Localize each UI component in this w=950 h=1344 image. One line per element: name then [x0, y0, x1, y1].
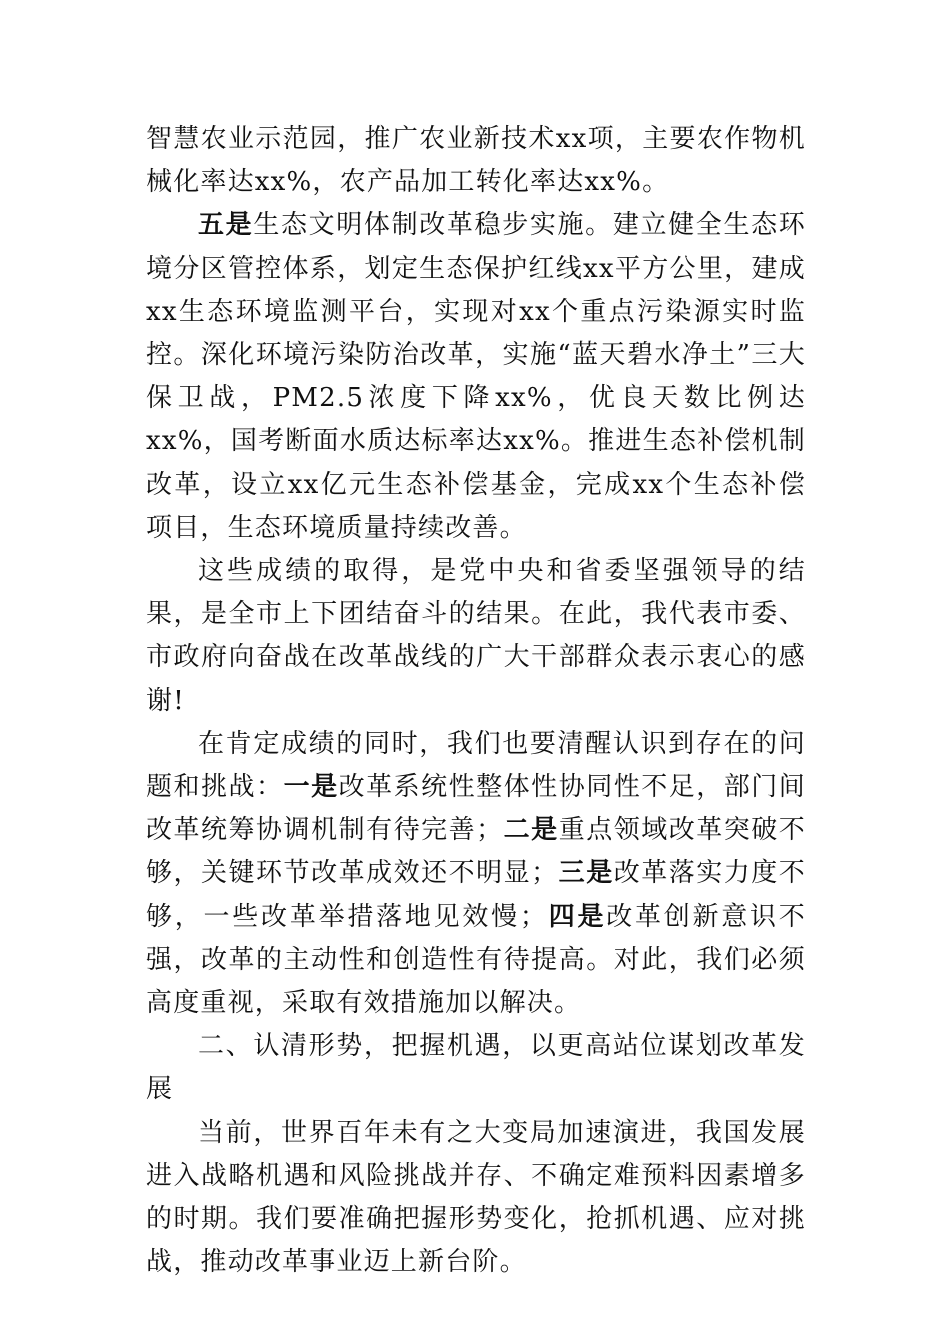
paragraph-intro: 在肯定成绩的同时，我们也要清醒认识到存在的问题和挑战： [146, 728, 806, 803]
paragraph-outro: 对此，我们必须高度重视，采取有效措施加以解决。 [146, 944, 806, 1019]
paragraph-challenges [146, 723, 806, 1025]
item-lead: 一是 [283, 772, 339, 803]
item-lead: 二是 [503, 815, 559, 846]
paragraph-situation [146, 1112, 806, 1285]
item-text: 改革系统性整体性协同性不足，部门间改革统筹协调机制有待完善； [146, 772, 806, 846]
item-lead: 三是 [558, 858, 614, 889]
paragraph-lead: 五是 [198, 210, 254, 241]
paragraph-text: 当前，世界百年未有之大变局加速演进，我国发展进入战略机遇和风险挑战并存、不确定难预料因素增多的时期。我们要准确把握形势变化，抢抓机遇、应对挑战，推动改革事业迈上新台阶。 [146, 1117, 806, 1278]
paragraph-achievements [146, 550, 806, 723]
paragraph-ecology [146, 204, 806, 550]
document-body [146, 118, 806, 1284]
paragraph-agriculture [146, 118, 806, 204]
item-text: 改革落实力度不够，一些改革举措落地见效慢； [146, 858, 806, 932]
paragraph-text: 生态文明体制改革稳步实施。建立健全生态环境分区管控体系，划定生态保护红线xx平方公里，建成xx生态环境监测平台，实现对xx个重点污染源实时监控。深化环境污染防治改革，实施“蓝天碧水净土”三大保卫战，PM2.5浓度下降xx%，优良天数比例达xx%，国考断面水质达标率达xx%。推进生态补偿机制改革，设立xx亿元生态补偿基金，完成xx个生态补偿项目，生态环境质量持续改善。 [146, 210, 806, 543]
paragraph-text: 这些成绩的取得，是党中央和省委坚强领导的结果，是全市上下团结奋斗的结果。在此，我代表市委、市政府向奋战在改革战线的广大干部群众表示衷心的感谢! [146, 556, 806, 716]
paragraph-text: 智慧农业示范园，推广农业新技术xx项，主要农作物机械化率达xx%，农产品加工转化率达xx%。 [146, 124, 806, 198]
item-text: 改革创新意识不强，改革的主动性和创造性有待提高。 [146, 901, 806, 975]
item-lead: 四是 [547, 901, 607, 932]
section-heading: 二、认清形势，把握机遇，以更高站位谋划改革发展 [146, 1031, 806, 1105]
item-text: 重点领域改革突破不够，关键环节改革成效还不明显； [146, 815, 806, 889]
